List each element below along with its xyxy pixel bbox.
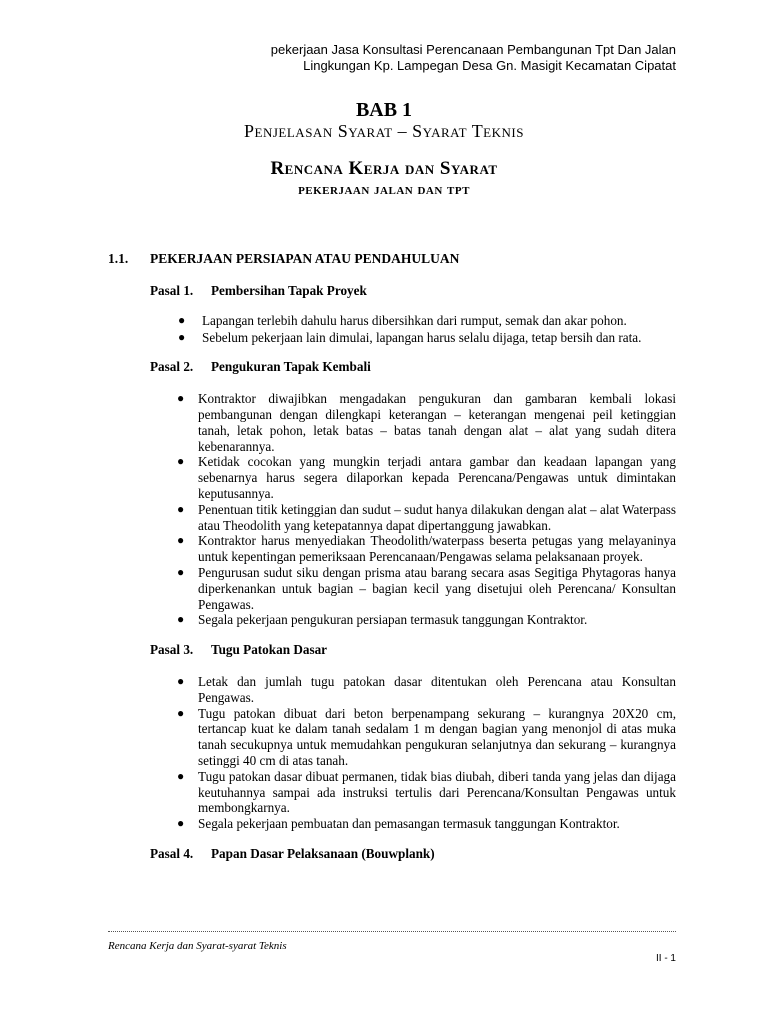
list-item: ● Ketidak cocokan yang mungkin terjadi antara gambar dan keadaan lapangan yang sebenarnya harus segera dilaporkan kepada Perencana/Pengawas untuk dimintakan keputusannya. [177,454,676,501]
pasal-heading [150,283,676,299]
list-item: ● Sebelum pekerjaan lain dimulai, lapangan harus selalu dijaga, tetap bersih dan rata. [178,329,642,345]
pasal-heading [150,846,676,862]
bullet-icon: ● [177,454,185,469]
bullet-icon: ● [178,312,186,327]
pasal-number: Pasal 3. [150,642,194,658]
page-number: II - 1 [655,953,676,964]
header-line-1: pekerjaan Jasa Konsultasi Perencanaan Pembangunan Tpt Dan Jalan [270,42,676,57]
pasal-number: Pasal 1. [150,283,194,298]
section-number: 1.1. [108,251,129,266]
list-item: ● Lapangan terlebih dahulu harus dibersihkan dari rumput, semak dan akar pohon. [178,312,627,328]
list-item: ● Tugu patokan dasar dibuat permanen, tidak bias diubah, diberi tanda yang jelas dan dijaga keutuhannya sampai ada instruksi tertulis dari Perencana/Konsultan Pengawas untuk membongkarnya. [177,768,676,816]
list-item: ● Segala pekerjaan pembuatan dan pemasangan termasuk tanggungan Kontraktor. [177,816,620,832]
document-title: Rencana Kerja dan Syarat [270,158,498,179]
pasal-title: Tugu Patokan Dasar [211,642,328,658]
list-item: ● Tugu patokan dibuat dari beton berpenampang sekurang – kurangnya 20X20 cm, tertancap kuat ke dalam tanah sedalam 1 m dengan bagian yang menonjol di atas muka tanah secukupnya untuk memudahkan pengukuran selanjutnya dan sekurang – kurangnya setinggi 40 cm di atas tanah. [177,705,676,768]
bullet-icon: ● [177,391,185,406]
pasal-number: Pasal 4. [150,845,194,861]
bullet-icon: ● [177,705,185,720]
bullet-icon: ● [177,612,185,627]
section-title: PEKERJAAN PERSIAPAN ATAU PENDAHULUAN [150,251,460,266]
list-item: ● Pengurusan sudut siku dengan prisma atau barang secara asas Segitiga Phytagoras hanya diperkenankan untuk bagian – bagian kecil yang disetujui oleh Perencana/ Konsultan Pengawas. [177,564,676,612]
chapter-subtitle: Penjelasan Syarat – Syarat Teknis [244,121,524,141]
bullet-icon: ● [177,768,185,783]
document-body [150,283,676,862]
bullet-icon: ● [177,564,185,579]
pasal-heading [150,359,676,375]
bullet-icon: ● [177,673,185,688]
header-line-2: Lingkungan Kp. Lampegan Desa Gn. Masigit Kecamatan Cipatat [303,58,676,73]
bullet-list [150,313,676,346]
bullet-list [150,674,676,832]
bullet-list [150,391,676,628]
bullet-icon: ● [178,329,186,344]
pasal-title: Pengukuran Tapak Kembali [211,359,371,375]
pasal-title: Papan Dasar Pelaksanaan (Bouwplank) [211,845,435,861]
document-subtitle: pekerjaan jalan dan tpt [298,182,470,198]
bullet-icon: ● [177,533,185,548]
list-item: ● Kontraktor harus menyediakan Theodolith/waterpass beserta petugas yang melayaninya untuk kepentingan pemeriksaan Perencanaan/Pengawas selama pelaksanaan proyek. [177,533,676,565]
chapter-title: BAB 1 [355,99,413,121]
bullet-icon: ● [177,816,185,831]
section-heading [108,251,459,267]
footer-divider [108,931,676,932]
list-item: ● Kontraktor diwajibkan mengadakan pengukuran dan gambaran kembali lokasi pembangunan dengan dilengkapi keterangan – keterangan mengenai peil ketinggian tanah, letak pohon, letak batas – batas tanah dengan alat – alat yang sudah ditera kebenarannya. [177,391,676,454]
list-item: ● Letak dan jumlah tugu patokan dasar ditentukan oleh Perencana atau Konsultan Pengawas. [177,673,676,705]
pasal-heading [150,642,676,658]
page-header [271,42,676,74]
list-item: ● Segala pekerjaan pengukuran persiapan termasuk tanggungan Kontraktor. [177,612,588,628]
list-item: ● Penentuan titik ketinggian dan sudut – sudut hanya dilakukan dengan alat – alat Waterpass atau Theodolith yang ketepatannya dapat dipertanggung jawabkan. [177,501,676,533]
pasal-title: Pembersihan Tapak Proyek [211,283,367,298]
footer-title: Rencana Kerja dan Syarat-syarat Teknis [108,940,287,952]
pasal-number: Pasal 2. [150,359,194,375]
bullet-icon: ● [177,501,185,516]
